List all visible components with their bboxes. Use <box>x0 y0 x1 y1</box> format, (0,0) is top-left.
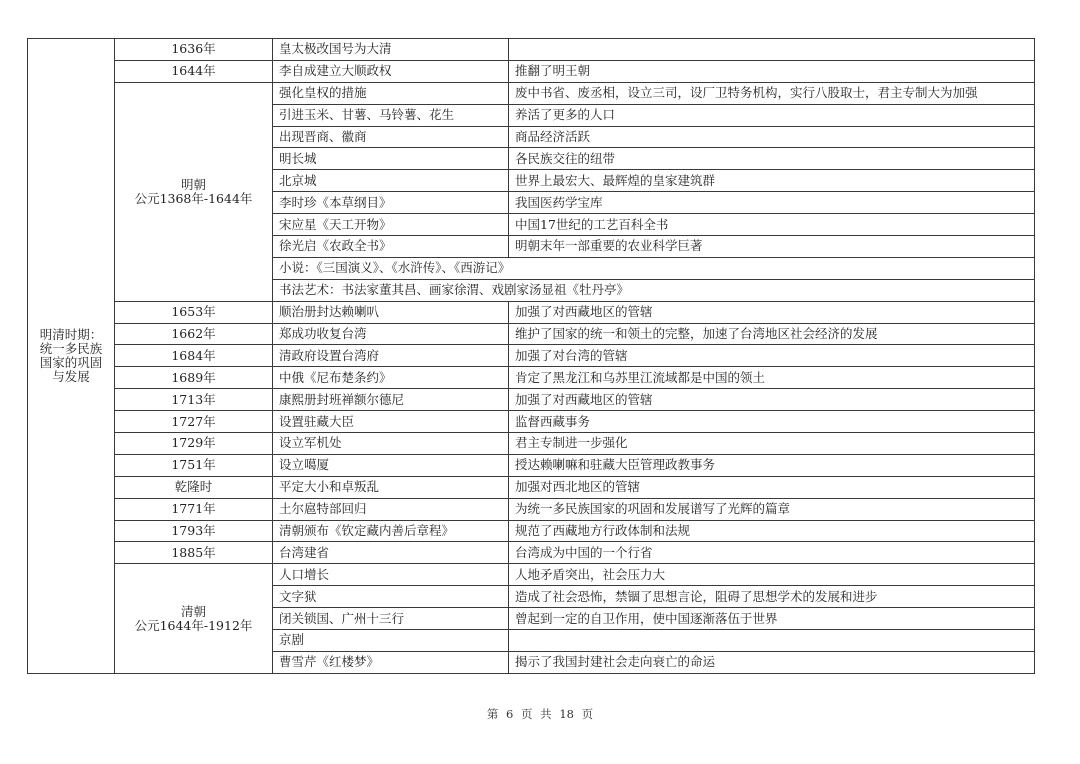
significance-cell: 维护了国家的统一和领土的完整，加速了台湾地区社会经济的发展 <box>509 323 1035 345</box>
page-word: 页 <box>521 707 533 721</box>
significance-cell <box>509 630 1035 652</box>
table-row <box>28 367 1035 389</box>
year-cell: 1636年 <box>115 39 273 61</box>
page-current: 6 <box>506 707 514 721</box>
significance-cell: 推翻了明王朝 <box>509 60 1035 82</box>
table-row <box>28 520 1035 542</box>
significance-cell <box>509 39 1035 61</box>
event-cell: 清政府设置台湾府 <box>273 345 509 367</box>
event-cell: 明长城 <box>273 148 509 170</box>
event-cell: 闭关锁国、广州十三行 <box>273 608 509 630</box>
significance-cell: 台湾成为中国的一个行省 <box>509 542 1035 564</box>
event-cell: 徐光启《农政全书》 <box>273 236 509 258</box>
significance-cell: 商品经济活跃 <box>509 126 1035 148</box>
event-cell: 李时珍《本草纲目》 <box>273 192 509 214</box>
year-cell: 1644年 <box>115 60 273 82</box>
year-cell: 1751年 <box>115 454 273 476</box>
table-row <box>28 476 1035 498</box>
event-cell: 郑成功收复台湾 <box>273 323 509 345</box>
table-row <box>28 301 1035 323</box>
year-cell: 1713年 <box>115 389 273 411</box>
event-cell: 宋应星《天工开物》 <box>273 214 509 236</box>
year-cell: 1793年 <box>115 520 273 542</box>
event-cell-wide: 书法艺术：书法家董其昌、画家徐渭、戏剧家汤显祖《牡丹亭》 <box>273 279 1035 301</box>
period-label: 明清时期：统一多民族国家的巩固与发展 <box>28 39 115 674</box>
significance-cell: 为统一多民族国家的巩固和发展谱写了光辉的篇章 <box>509 498 1035 520</box>
significance-cell: 监督西藏事务 <box>509 411 1035 433</box>
ming-dynasty-name: 明朝 <box>180 176 206 192</box>
significance-cell: 养活了更多的人口 <box>509 104 1035 126</box>
event-cell: 京剧 <box>273 630 509 652</box>
page-total: 18 <box>559 707 574 721</box>
significance-cell: 肯定了黑龙江和乌苏里江流域都是中国的领土 <box>509 367 1035 389</box>
year-cell: 1684年 <box>115 345 273 367</box>
significance-cell: 授达赖喇嘛和驻藏大臣管理政教事务 <box>509 454 1035 476</box>
significance-cell: 加强了对西藏地区的管辖 <box>509 301 1035 323</box>
table-row <box>28 454 1035 476</box>
table-row <box>28 389 1035 411</box>
event-cell: 人口增长 <box>273 564 509 586</box>
event-cell: 康熙册封班禅额尔德尼 <box>273 389 509 411</box>
page-prefix: 第 <box>486 707 499 721</box>
year-cell: 1727年 <box>115 411 273 433</box>
event-cell: 皇太极改国号为大清 <box>273 39 509 61</box>
event-cell: 强化皇权的措施 <box>273 82 509 104</box>
year-cell: 1729年 <box>115 433 273 455</box>
table-row <box>28 564 1035 586</box>
table-row <box>28 39 1035 61</box>
event-cell: 曹雪芹《红楼梦》 <box>273 651 509 673</box>
ming-dynasty-cell <box>115 82 273 301</box>
event-cell: 设立噶厦 <box>273 454 509 476</box>
table-row <box>28 323 1035 345</box>
table-row <box>28 60 1035 82</box>
significance-cell: 曾起到一定的自卫作用，使中国逐渐落伍于世界 <box>509 608 1035 630</box>
significance-cell: 规范了西藏地方行政体制和法规 <box>509 520 1035 542</box>
year-cell: 1885年 <box>115 542 273 564</box>
significance-cell: 中国17世纪的工艺百科全书 <box>509 214 1035 236</box>
significance-cell: 造成了社会恐怖，禁锢了思想言论，阻碍了思想学术的发展和进步 <box>509 586 1035 608</box>
significance-cell: 各民族交往的纽带 <box>509 148 1035 170</box>
event-cell: 清朝颁布《钦定藏内善后章程》 <box>273 520 509 542</box>
significance-cell: 君主专制进一步强化 <box>509 433 1035 455</box>
event-cell: 中俄《尼布楚条约》 <box>273 367 509 389</box>
page-suffix: 页 <box>581 707 594 721</box>
event-cell: 文字狱 <box>273 586 509 608</box>
event-cell-wide: 小说：《三国演义》、《水浒传》、《西游记》 <box>273 257 1035 279</box>
significance-cell: 世界上最宏大、最辉煌的皇家建筑群 <box>509 170 1035 192</box>
table-row <box>28 433 1035 455</box>
event-cell: 平定大小和卓叛乱 <box>273 476 509 498</box>
significance-cell: 加强了对西藏地区的管辖 <box>509 389 1035 411</box>
year-cell: 乾隆时 <box>115 476 273 498</box>
table-row <box>28 345 1035 367</box>
event-cell: 出现晋商、徽商 <box>273 126 509 148</box>
table-row <box>28 542 1035 564</box>
total-word: 共 <box>540 707 552 721</box>
event-cell: 引进玉米、甘薯、马铃薯、花生 <box>273 104 509 126</box>
significance-cell: 我国医药学宝库 <box>509 192 1035 214</box>
significance-cell: 加强了对台湾的管辖 <box>509 345 1035 367</box>
event-cell: 土尔扈特部回归 <box>273 498 509 520</box>
event-cell: 台湾建省 <box>273 542 509 564</box>
year-cell: 1653年 <box>115 301 273 323</box>
significance-cell: 人地矛盾突出，社会压力大 <box>509 564 1035 586</box>
significance-cell: 废中书省、废丞相，设立三司，设厂卫特务机构，实行八股取士，君主专制大为加强 <box>509 82 1035 104</box>
event-cell: 李自成建立大顺政权 <box>273 60 509 82</box>
event-cell: 设置驻藏大臣 <box>273 411 509 433</box>
table-row <box>28 411 1035 433</box>
table-row <box>28 82 1035 104</box>
year-cell: 1662年 <box>115 323 273 345</box>
ming-dynasty-range: 公元1368年-1644年 <box>134 190 253 206</box>
page-footer <box>0 706 1080 722</box>
qing-dynasty-range: 公元1644年-1912年 <box>134 617 253 633</box>
significance-cell: 明朝末年一部重要的农业科学巨著 <box>509 236 1035 258</box>
year-cell: 1689年 <box>115 367 273 389</box>
qing-dynasty-cell <box>115 564 273 673</box>
event-cell: 设立军机处 <box>273 433 509 455</box>
significance-cell: 加强对西北地区的管辖 <box>509 476 1035 498</box>
event-cell: 北京城 <box>273 170 509 192</box>
event-cell: 顺治册封达赖喇叭 <box>273 301 509 323</box>
table-row <box>28 498 1035 520</box>
qing-dynasty-name: 清朝 <box>180 603 206 619</box>
significance-cell: 揭示了我国封建社会走向衰亡的命运 <box>509 651 1035 673</box>
history-table <box>27 38 1035 674</box>
year-cell: 1771年 <box>115 498 273 520</box>
